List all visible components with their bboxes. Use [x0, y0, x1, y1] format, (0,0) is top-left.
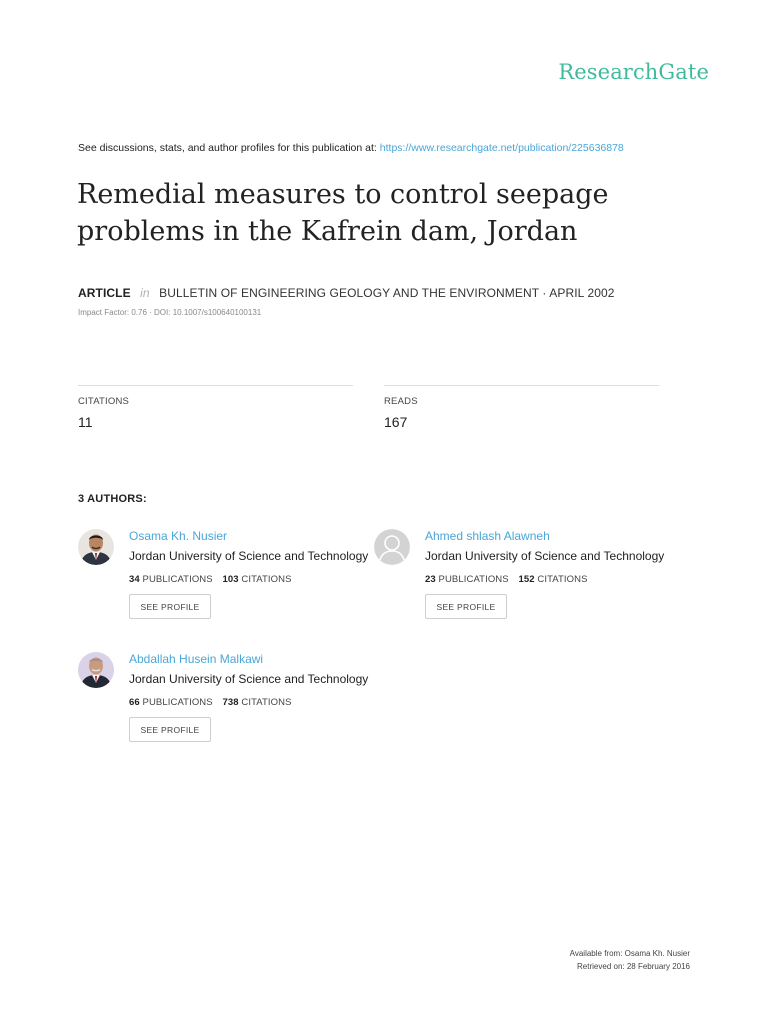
default-user-icon	[374, 529, 410, 565]
author-card-3	[78, 652, 378, 752]
available-from: Available from: Osama Kh. Nusier	[569, 949, 690, 958]
author-stats	[129, 574, 292, 585]
see-profile-button[interactable]: SEE PROFILE	[425, 594, 507, 619]
author-avatar[interactable]	[78, 529, 114, 565]
citations-label: CITATIONS	[241, 574, 292, 585]
publication-title: Remedial measures to control seepage problems in the Kafrein dam, Jordan	[77, 179, 609, 247]
in-word: in	[140, 286, 150, 300]
author-institution[interactable]: Jordan University of Science and Technology	[129, 549, 369, 563]
citations-value: 11	[78, 414, 93, 430]
citations-divider	[78, 385, 353, 386]
author-card-2	[374, 529, 674, 629]
author-avatar[interactable]	[374, 529, 410, 565]
publications-count: 34	[129, 574, 140, 585]
citations-count: 103	[222, 574, 239, 585]
publication-meta	[78, 286, 615, 300]
discussion-note	[78, 142, 624, 154]
citations-count: 738	[222, 697, 239, 708]
author-stats	[129, 697, 292, 708]
researchgate-logo[interactable]: ResearchGate	[558, 60, 709, 84]
reads-divider	[384, 385, 659, 386]
reads-value: 167	[384, 414, 408, 430]
citations-label: CITATIONS	[537, 574, 588, 585]
publications-label: PUBLICATIONS	[142, 574, 213, 585]
discussion-prefix: See discussions, stats, and author profiles for this publication at:	[78, 142, 377, 154]
publication-link[interactable]: https://www.researchgate.net/publication/225636878	[379, 142, 624, 154]
person-photo-icon	[78, 529, 114, 565]
publications-count: 66	[129, 697, 140, 708]
impact-doi: Impact Factor: 0.76 · DOI: 10.1007/s100640100131	[78, 308, 262, 317]
footer-note	[570, 947, 690, 973]
reads-label: READS	[384, 396, 418, 407]
see-profile-button[interactable]: SEE PROFILE	[129, 594, 211, 619]
author-institution[interactable]: Jordan University of Science and Technology	[129, 672, 369, 686]
authors-heading: 3 AUTHORS:	[78, 493, 147, 505]
citations-label: CITATIONS	[78, 396, 130, 407]
publications-count: 23	[425, 574, 436, 585]
see-profile-button[interactable]: SEE PROFILE	[129, 717, 211, 742]
publications-label: PUBLICATIONS	[142, 697, 213, 708]
citations-count: 152	[518, 574, 535, 585]
author-name[interactable]: Ahmed shlash Alawneh	[425, 529, 550, 543]
author-name[interactable]: Osama Kh. Nusier	[129, 529, 228, 543]
author-institution[interactable]: Jordan University of Science and Technology	[425, 549, 665, 563]
author-stats	[425, 574, 588, 585]
publication-type: ARTICLE	[78, 286, 131, 300]
author-name[interactable]: Abdallah Husein Malkawi	[129, 652, 264, 666]
publications-label: PUBLICATIONS	[438, 574, 509, 585]
person-photo-icon	[78, 652, 114, 688]
retrieved-on: Retrieved on: 28 February 2016	[577, 962, 690, 971]
journal-date: BULLETIN OF ENGINEERING GEOLOGY AND THE ENVIRONMENT · APRIL 2002	[159, 286, 615, 300]
author-avatar[interactable]	[78, 652, 114, 688]
author-card-1	[78, 529, 378, 629]
citations-label: CITATIONS	[241, 697, 292, 708]
